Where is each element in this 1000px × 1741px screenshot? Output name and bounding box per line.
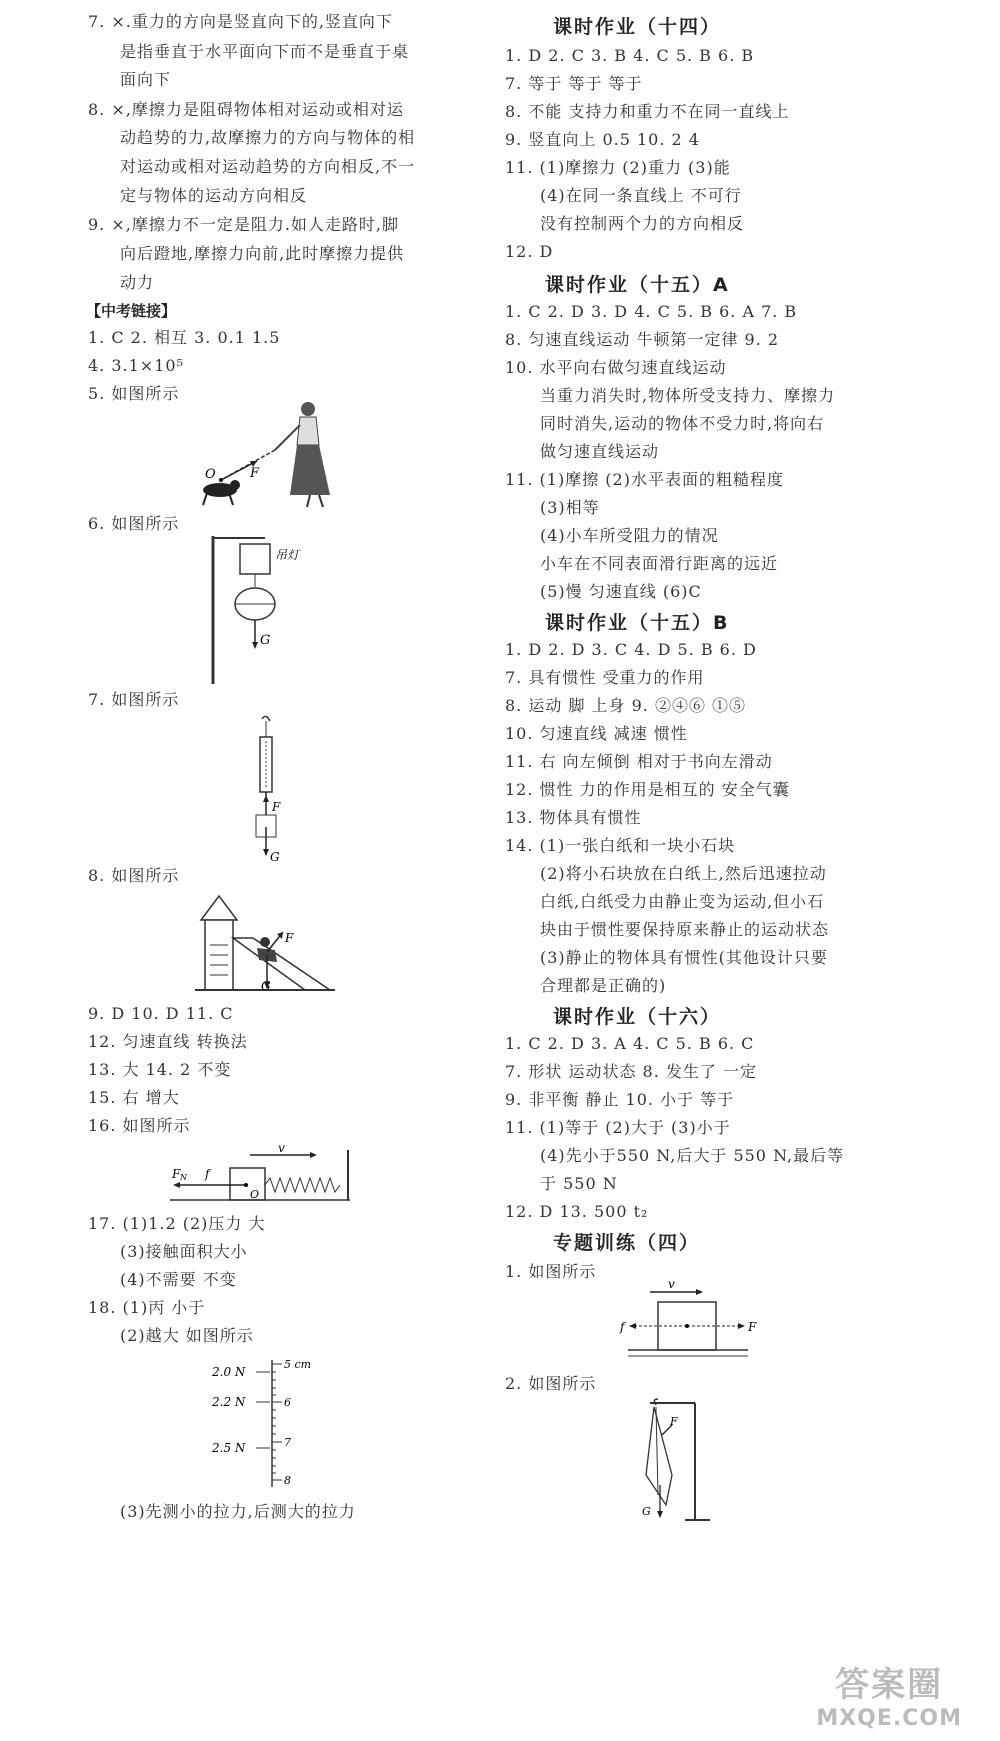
scale-label: 2.5 N <box>212 1441 246 1455</box>
point-o-label: O <box>205 467 216 482</box>
answer-line: 7. 具有惯性 受重力的作用 <box>505 668 705 687</box>
section-heading: 【中考链接】 <box>86 302 177 320</box>
answer-line: 于 550 N <box>540 1174 618 1193</box>
answer-line: 11. (1)等于 (2)大于 (3)小于 <box>505 1118 731 1137</box>
answer-line: 6. 如图所示 <box>88 514 180 533</box>
answer-line: 13. 大 14. 2 不变 <box>88 1060 232 1079</box>
answer-line: (4)不需要 不变 <box>120 1270 237 1289</box>
answer-line: 合理都是正确的) <box>540 976 667 995</box>
force-f-label: F <box>285 931 294 945</box>
answer-line: 11. (1)摩擦力 (2)重力 (3)能 <box>505 158 731 177</box>
answer-line: 15. 右 增大 <box>88 1088 180 1107</box>
cm-label: 7 <box>284 1436 291 1449</box>
answer-line: 9. D 10. D 11. C <box>88 1004 234 1023</box>
playground-slide-figure <box>195 890 355 1000</box>
block-forces-figure <box>618 1278 778 1368</box>
text-line: 对运动或相对运动趋势的方向相反,不一 <box>120 157 416 176</box>
section-title: 专题训练（四） <box>553 1232 701 1254</box>
gravity-g-label: G <box>642 1505 651 1518</box>
gravity-g-label: G <box>270 850 280 864</box>
spring-block-figure <box>170 1140 370 1210</box>
answer-line: 8. 不能 支持力和重力不在同一直线上 <box>505 102 790 121</box>
point-o-label: O <box>250 1188 260 1201</box>
answer-line: (4)在同一条直线上 不可行 <box>540 186 742 205</box>
answer-line: 当重力消失时,物体所受支持力、摩擦力 <box>540 386 836 405</box>
answer-line: 1. C 2. D 3. A 4. C 5. B 6. C <box>505 1034 755 1053</box>
watermark <box>816 1657 962 1731</box>
lamp-label: 吊灯 <box>275 548 300 562</box>
answer-line: 11. 右 向左倾倒 相对于书向左滑动 <box>505 752 773 771</box>
answer-line: 做匀速直线运动 <box>540 442 660 461</box>
section-title: 课时作业（十五）A <box>545 274 730 296</box>
answer-line: 12. 惯性 力的作用是相互的 安全气囊 <box>505 780 790 799</box>
answer-line: 12. D 13. 500 t₂ <box>505 1202 649 1221</box>
answer-line: 9. 竖直向上 0.5 10. 2 4 <box>505 130 700 149</box>
answer-line: (3)先测小的拉力,后测大的拉力 <box>120 1502 356 1521</box>
answer-line: 2. 如图所示 <box>505 1374 597 1393</box>
gravity-g-label: G <box>261 979 271 993</box>
cm-label: 6 <box>284 1396 291 1409</box>
watermark-url: MXQE.COM <box>816 1706 962 1731</box>
section-title: 课时作业（十五）B <box>545 612 730 634</box>
answer-line: 7. 等于 等于 等于 <box>505 74 643 93</box>
force-f-label: F <box>748 1320 757 1334</box>
answer-line: 14. (1)一张白纸和一块小石块 <box>505 836 736 855</box>
friction-label: f <box>620 1320 625 1334</box>
answer-line: (3)静止的物体具有惯性(其他设计只要 <box>540 948 828 967</box>
answer-line: 块由于惯性要保持原来静止的运动状态 <box>540 920 830 939</box>
answer-line: (4)先小于550 N,后大于 550 N,最后等 <box>540 1146 845 1165</box>
text-line: 向后蹬地,摩擦力向前,此时摩擦力提供 <box>120 244 405 263</box>
answer-line: (5)慢 匀速直线 (6)C <box>540 582 702 601</box>
answer-line: (3)接触面积大小 <box>120 1242 248 1261</box>
cm-label: 5 cm <box>284 1358 312 1371</box>
text-line: 定与物体的运动方向相反 <box>120 186 308 205</box>
text-line: 9. ×,摩擦力不一定是阻力.如人走路时,脚 <box>88 215 400 234</box>
answer-line: 1. D 2. C 3. B 4. C 5. B 6. B <box>505 46 755 65</box>
scale-marks-figure <box>210 1352 340 1492</box>
text-line: 7. ×.重力的方向是竖直向下的,竖直向下 <box>88 12 393 31</box>
answer-line: 8. 匀速直线运动 牛顿第一定律 9. 2 <box>505 330 780 349</box>
force-f-label: F <box>272 800 281 814</box>
answer-line: 10. 水平向右做匀速直线运动 <box>505 358 727 377</box>
answer-line: 1. C 2. D 3. D 4. C 5. B 6. A 7. B <box>505 302 798 321</box>
answer-line: 16. 如图所示 <box>88 1116 191 1135</box>
velocity-label: v <box>278 1141 285 1155</box>
dog-walking-figure <box>195 395 335 510</box>
text-line: 面向下 <box>120 70 172 89</box>
answer-line: 1. 如图所示 <box>505 1262 597 1281</box>
text-line: 是指垂直于水平面向下而不是垂直于桌 <box>120 42 410 61</box>
normal-force-subscript: N <box>180 1173 187 1182</box>
text-line: 动趋势的力,故摩擦力的方向与物体的相 <box>120 128 416 147</box>
answer-line: 18. (1)丙 小于 <box>88 1298 206 1317</box>
text-line: 8. ×,摩擦力是阻碍物体相对运动或相对运 <box>88 100 404 119</box>
section-title: 课时作业（十四） <box>553 16 722 38</box>
watermark-logo-text: 答案圈 <box>835 1665 944 1705</box>
answer-line: (4)小车所受阻力的情况 <box>540 526 719 545</box>
answer-line: 9. 非平衡 静止 10. 小于 等于 <box>505 1090 735 1109</box>
answer-line: (2)越大 如图所示 <box>120 1326 254 1345</box>
friction-label: f <box>205 1167 210 1181</box>
cm-label: 8 <box>284 1474 291 1487</box>
answer-line: 4. 3.1×10⁵ <box>88 356 184 375</box>
answer-line: 1. C 2. 相互 3. 0.1 1.5 <box>88 328 281 347</box>
answer-line: 小车在不同表面滑行距离的远近 <box>540 554 779 573</box>
answer-line: 1. D 2. D 3. C 4. D 5. B 6. D <box>505 640 757 659</box>
answer-line: 10. 匀速直线 减速 惯性 <box>505 724 688 743</box>
answer-line: 白纸,白纸受力由静止变为运动,但小石 <box>540 892 825 911</box>
answer-line: 5. 如图所示 <box>88 384 180 403</box>
answer-line: 11. (1)摩擦 (2)水平表面的粗糙程度 <box>505 470 784 489</box>
answer-line: (3)相等 <box>540 498 600 517</box>
answer-line: 12. 匀速直线 转换法 <box>88 1032 248 1051</box>
answer-line: 12. D <box>505 242 554 261</box>
force-f-label: F <box>670 1415 678 1428</box>
answer-line: 8. 运动 脚 上身 9. ②④⑥ ①⑤ <box>505 696 747 715</box>
answer-line: 13. 物体具有惯性 <box>505 808 642 827</box>
normal-force-label: F <box>172 1167 181 1181</box>
section-title: 课时作业（十六） <box>553 1006 722 1028</box>
answer-line: 17. (1)1.2 (2)压力 大 <box>88 1214 266 1233</box>
hanging-lamp-figure <box>205 532 325 687</box>
velocity-label: v <box>668 1278 675 1291</box>
scale-label: 2.0 N <box>212 1365 246 1379</box>
gravity-g-label: G <box>260 633 271 648</box>
scale-label: 2.2 N <box>212 1395 246 1409</box>
answer-line: 同时消失,运动的物体不受力时,将向右 <box>540 414 825 433</box>
answer-line: 7. 形状 运动状态 8. 发生了 一定 <box>505 1062 757 1081</box>
force-f-label: F <box>250 466 260 481</box>
text-line: 动力 <box>120 273 155 292</box>
answer-line: 8. 如图所示 <box>88 866 180 885</box>
umbrella-figure <box>640 1395 730 1535</box>
answer-line: 没有控制两个力的方向相反 <box>540 214 745 233</box>
answer-line: 7. 如图所示 <box>88 690 180 709</box>
spring-scale-figure <box>240 715 300 865</box>
answer-line: (2)将小石块放在白纸上,然后迅速拉动 <box>540 864 827 883</box>
